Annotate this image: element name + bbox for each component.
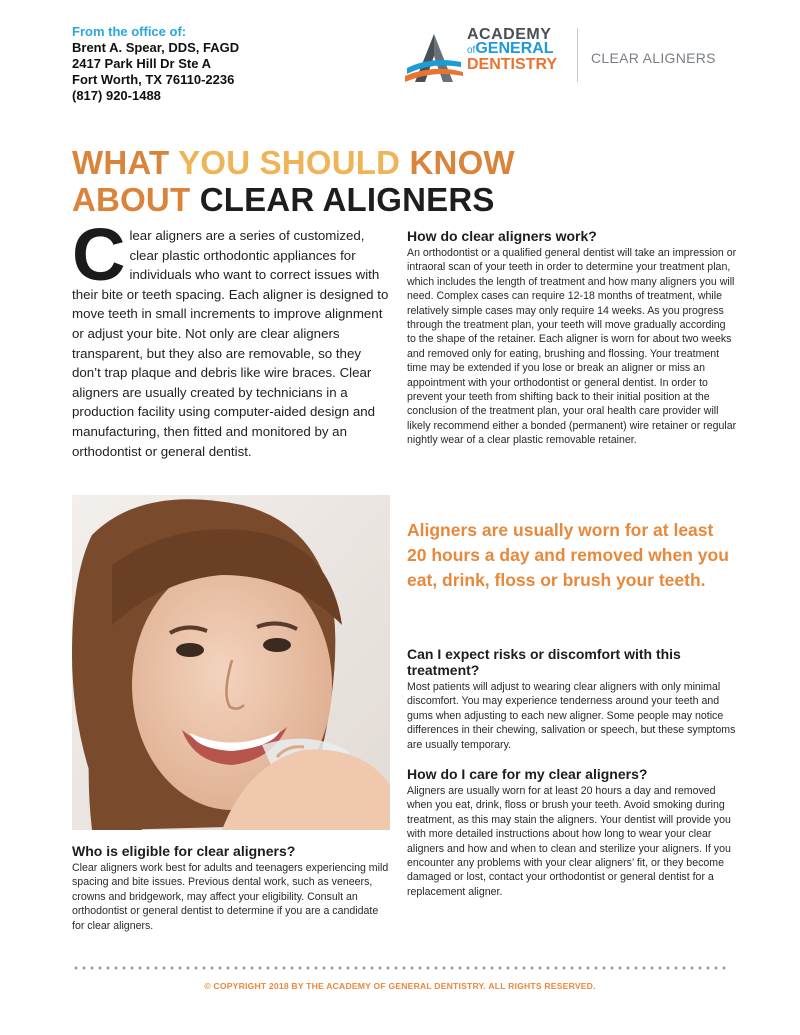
section-care	[407, 766, 737, 899]
logo-academy: ACADEMY	[467, 26, 552, 43]
section-how-work-title: How do clear aligners work?	[407, 228, 597, 244]
section-risks	[407, 646, 737, 752]
section-how-work-body: An orthodontist or a qualified general dentist will take an impression or intraoral scan of your teeth in order to determine your treatment plan, which includes the length of treatment and how many aligners you will need. Complex cases can require 12-18 months of treatment, while relatively simple cases may only require 14 weeks. As you progress through the treatment plan, your teeth will move gradually according to the shape of the retainer. Each aligner is worn for about two weeks and removed only for eating, brushing and flossing. Your treatment time may be extended if you lose or break an aligner or miss an appointment with your orthodontist or general dentist. In order to prevent your teeth from shifting back to their initial position at the conclusion of the treatment plan, your oral health care provider will likely recommend either a bonded (permanent) wire retainer or regular nightly wear of a clear plastic removable retainer.	[407, 247, 737, 447]
logo-of-general: ofGENERAL	[467, 40, 554, 57]
section-how-work	[407, 228, 737, 448]
office-from-label: From the office of:	[72, 24, 187, 39]
section-eligible-title: Who is eligible for clear aligners?	[72, 843, 296, 859]
agd-logo	[405, 28, 735, 88]
logo-dentistry: DENTISTRY	[467, 56, 558, 73]
office-city: Fort Worth, TX 76110-2236	[72, 72, 235, 87]
office-dentist-name: Brent A. Spear, DDS, FAGD	[72, 40, 240, 55]
intro-text: lear aligners are a series of customized, clear plastic orthodontic appliances for individuals who want to correct issues with their bite or teeth spacing. Each aligner is designed to move teeth in small increments to improve alignment or adjust your bite. Not only are clear aligners transparent, but they also are removable, so they don’t trap plaque and debris like wire braces. Clear aligners are usually created by technicians in a production facility using computer-aided design and manufacturing, then fitted and monitored by an orthodontist or general dentist.	[72, 228, 389, 459]
section-eligible-body: Clear aligners work best for adults and teenagers experiencing mild spacing and bite issues. Previous dental work, such as veneers, crowns and bridgework, may affect your eligibility. Consult an orthodontist or general dentist to determine if you are a candidate for clear aligners.	[72, 862, 389, 932]
dotted-divider	[72, 966, 728, 970]
agd-wordmark	[467, 28, 557, 72]
callout-quote: Aligners are usually worn for at least 20 hours a day and removed when you eat, drink, floss or brush your teeth.	[407, 520, 729, 590]
office-info	[72, 24, 372, 104]
section-care-title: How do I care for my clear aligners?	[407, 766, 648, 782]
agd-a-mark-icon	[405, 32, 463, 84]
intro-paragraph	[72, 213, 390, 461]
page-title: WHAT YOU SHOULD KNOW ABOUT CLEAR ALIGNERS	[72, 144, 515, 218]
section-risks-title: Can I expect risks or discomfort with this treatment?	[407, 646, 681, 678]
office-street: 2417 Park Hill Dr Ste A	[72, 56, 211, 71]
logo-tagline: CLEAR ALIGNERS	[591, 50, 716, 66]
section-eligible	[72, 843, 390, 933]
section-care-body: Aligners are usually worn for at least 20 hours a day and removed when you eat, drink, floss or brush your teeth. Avoid smoking during treatment, as this may stain the aligners. Your dentist will provide you with more detailed instructions about how long to wear your clear aligners and how and when to clean and sterilize your aligners. If you encounter any problems with your clear aligners’ fit, or they become damaged or lost, contact your orthodontist or general dentist for a replacement aligner.	[407, 785, 731, 898]
office-phone: (817) 920-1488	[72, 88, 161, 103]
copyright-notice: © COPYRIGHT 2018 BY THE ACADEMY OF GENERAL DENTISTRY. ALL RIGHTS RESERVED.	[204, 981, 596, 991]
logo-divider	[577, 28, 578, 82]
section-risks-body: Most patients will adjust to wearing clear aligners with only minimal discomfort. You may experience tenderness around your teeth and gums when adjusting to each new aligner. Some people may notice differences in their chewing, salivation or speech, but these symptoms are usually temporary.	[407, 681, 736, 751]
woman-aligner-photo	[72, 495, 390, 830]
intro-dropcap: C	[72, 213, 126, 296]
